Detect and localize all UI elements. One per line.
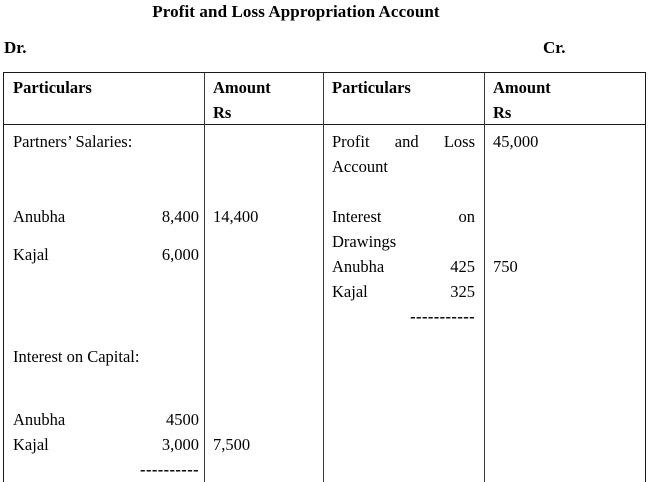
column-header-amount-debit bbox=[204, 73, 323, 125]
entry-profit-and-loss-account-line1: Profit and Loss bbox=[332, 132, 475, 151]
entry-capital-subtotal-rule: ---------- bbox=[140, 460, 199, 479]
entry-drawings-kajal-amount: 325 bbox=[450, 282, 475, 301]
entry-drawings-total-amount: 750 bbox=[493, 257, 518, 276]
entry-partners-salaries-heading: Partners’ Salaries: bbox=[13, 132, 133, 151]
entry-capital-anubha-amount: 4500 bbox=[166, 410, 199, 429]
entry-salary-anubha-name: Anubha bbox=[13, 207, 66, 226]
column-header-amount-credit bbox=[484, 73, 645, 125]
entry-interest-on-drawings-line1: Interest on bbox=[332, 207, 475, 226]
column-header-amount-credit-label: Amount bbox=[493, 78, 551, 97]
entry-drawings-anubha-amount: 425 bbox=[450, 257, 475, 276]
entry-profit-and-loss-account-line2: Account bbox=[332, 157, 388, 176]
column-header-particulars-debit bbox=[4, 73, 204, 125]
entry-profit-and-loss-amount: 45,000 bbox=[493, 132, 539, 151]
entry-interest-on-drawings-line2: Drawings bbox=[332, 232, 397, 251]
entry-interest-on-drawings-heading bbox=[332, 204, 475, 254]
ledger-table bbox=[3, 72, 646, 482]
column-header-amount-debit-unit: Rs bbox=[213, 103, 232, 122]
column-header-amount-debit-label: Amount bbox=[213, 78, 271, 97]
entry-profit-and-loss-account bbox=[332, 129, 475, 179]
entry-capital-kajal-amount: 3,000 bbox=[161, 435, 199, 454]
entry-salary-anubha-amount: 8,400 bbox=[161, 207, 199, 226]
entry-drawings-subtotal-rule: ----------- bbox=[410, 307, 475, 326]
column-header-particulars-debit-label: Particulars bbox=[13, 78, 92, 97]
column-header-amount-credit-unit: Rs bbox=[493, 103, 512, 122]
column-header-particulars-credit-label: Particulars bbox=[332, 78, 411, 97]
entry-capital-anubha-name: Anubha bbox=[13, 410, 66, 429]
entry-drawings-anubha-name: Anubha bbox=[332, 257, 385, 276]
credit-side-label: Cr. bbox=[543, 38, 566, 57]
entry-salary-total-amount: 14,400 bbox=[213, 207, 259, 226]
entry-interest-on-capital-heading: Interest on Capital: bbox=[13, 347, 140, 366]
table-header-row bbox=[4, 73, 645, 125]
entry-salary-kajal-amount: 6,000 bbox=[161, 245, 199, 264]
page-title: Profit and Loss Appropriation Account bbox=[152, 2, 440, 21]
entry-salary-kajal-name: Kajal bbox=[13, 245, 49, 264]
table-body bbox=[4, 125, 645, 482]
column-header-particulars-credit bbox=[323, 73, 484, 125]
entry-capital-kajal-name: Kajal bbox=[13, 435, 49, 454]
debit-side-label: Dr. bbox=[4, 38, 27, 57]
entry-capital-total-amount: 7,500 bbox=[213, 435, 251, 454]
entry-drawings-kajal-name: Kajal bbox=[332, 282, 368, 301]
